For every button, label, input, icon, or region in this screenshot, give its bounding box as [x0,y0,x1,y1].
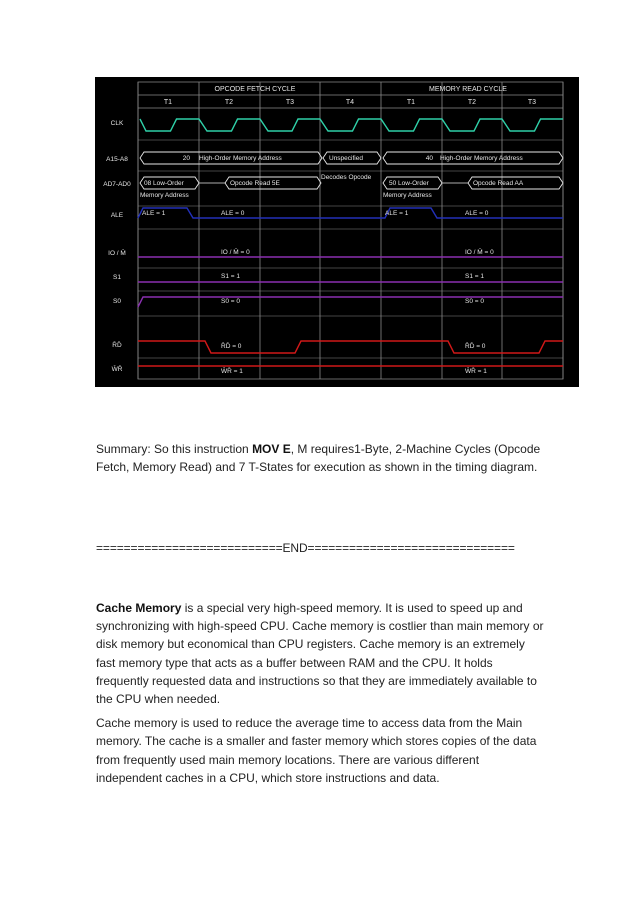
annotation-s1: S1 = 1 [465,273,484,280]
tstate-label: T1 [163,99,173,106]
cache-memory-section [96,599,546,793]
signal-label-ale: ALE [110,212,124,219]
annotation-io-m: IO / M̄ = 0 [221,249,250,256]
annotation-ad-mem: Memory Address [383,192,432,199]
end-separator: ===========================END============================== [96,541,515,555]
signal-label-clk: CLK [110,120,124,127]
tstate-label: T2 [467,99,477,106]
signal-label-rd: R̄D̄ [112,342,122,349]
annotation-ad-mem: Memory Address [140,192,189,199]
annotation-rd: R̄D̄ = 0 [221,343,242,350]
annotation-s0: S0 = 0 [221,298,240,305]
summary-rest: , M requires1-Byte, 2-Machine Cycles (Opcode Fetch, Memory Read) and 7 T-States for execution as shown in the timing diagram. [96,442,541,475]
summary-instruction: MOV E [252,442,291,456]
signal-label-s1: S1 [113,274,121,281]
annotation-ale: ALE = 0 [221,210,245,217]
annotation-rd: R̄D̄ = 0 [465,343,486,350]
cache-term: Cache Memory [96,601,182,615]
annotation-ale: ALE = 0 [465,210,489,217]
annotation-a15-a8-desc: High-Order Memory Address [199,155,282,162]
tstate-label: T2 [224,99,234,106]
annotation-unspecified: Unspecified [329,155,363,162]
cache-paragraph-1 [96,599,546,708]
signal-label-wr: W̄R̄ [111,366,123,373]
cycle-label-opcode-fetch: OPCODE FETCH CYCLE [214,86,296,93]
annotation-a15-a8-value: 20 [182,155,190,162]
annotation-a15-a8-value: 40 [425,155,433,162]
annotation-ad-opcode: Opcode Read 5E [230,180,280,187]
annotation-ale: ALE = 1 [385,210,409,217]
annotation-wr: W̄R̄ = 1 [221,368,243,375]
annotation-decodes-opcode: Decodes Opcode [321,174,372,181]
timing-diagram [95,77,579,387]
cycle-label-memory-read: MEMORY READ CYCLE [429,86,507,93]
annotation-ad-low: 50 Low-Order [389,180,429,187]
signal-label-s0: S0 [113,298,121,305]
cache-paragraph-2: Cache memory is used to reduce the average time to access data from the Main memory. The cache is a smaller and faster memory which stores copies of the data from frequently used main memory locations. There are various different independent caches in a CPU, which store instructions and data. [96,716,537,785]
annotation-wr: W̄R̄ = 1 [465,368,487,375]
tstate-label: T3 [285,99,295,106]
tstate-label: T3 [527,99,537,106]
annotation-ad-opcode: Opcode Read AA [473,180,524,187]
annotation-ale: ALE = 1 [142,210,166,217]
signal-label-ad7-ad0: AD7-AD0 [103,181,131,188]
summary-paragraph [96,440,546,476]
summary-prefix: Summary: So this instruction [96,442,253,456]
annotation-s0: S0 = 0 [465,298,484,305]
signal-label-io-m: IO / M̄ [108,250,126,257]
cache-paragraph-1-text: is a special very high-speed memory. It is used to speed up and synchronizing with high-speed CPU. Cache memory is costlier than main memory or disk memory but economical than CPU registers. Cache memory is an extremely fast memory type that acts as a buffer between RAM and the CPU. It holds frequently requested data and instructions so that they are immediately available to the CPU when needed. [96,601,544,707]
annotation-ad-low: 08 Low-Order [144,180,184,187]
tstate-label: T1 [406,99,416,106]
annotation-s1: S1 = 1 [221,273,240,280]
signal-label-a15-a8: A15-A8 [106,156,128,163]
annotation-a15-a8-desc: High-Order Memory Address [440,155,523,162]
tstate-label: T4 [345,99,355,106]
annotation-io-m: IO / M̄ = 0 [465,249,494,256]
